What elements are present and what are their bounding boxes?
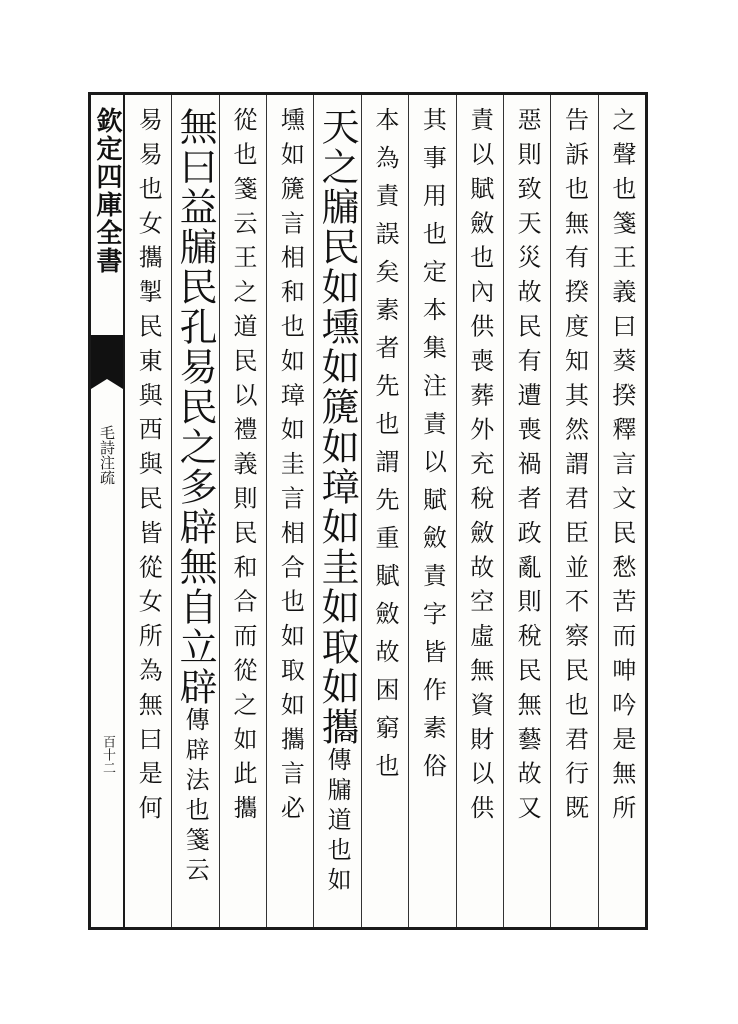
commentary-text: 傳辟法也箋云 [181, 707, 210, 887]
text-column-2 [550, 95, 597, 927]
column-text: 易易也女攜掣民東與西與民皆從女所為無曰是何 [134, 107, 163, 830]
column-text: 之聲也箋王義曰葵揆釋言文民愁苦而呻吟是無所 [607, 107, 636, 830]
book-title: 毛詩注疏 [98, 425, 116, 485]
page-number: 百十二 [100, 735, 115, 774]
text-column-6 [361, 95, 408, 927]
column-text: 從也箋云王之道民以禮義則民和合而從之如此攜 [228, 107, 257, 830]
text-column-11 [125, 95, 171, 927]
book-page [88, 92, 648, 930]
text-column-7 [313, 95, 360, 927]
column-text [172, 107, 218, 927]
main-text: 天之牖民如壎如篪如璋如圭如取如攜 [315, 107, 360, 747]
column-text: 告訴也無有揆度知其然謂君臣並不察民也君行既 [560, 107, 589, 830]
column-text: 惡則致天災故民有遭喪禍者政亂則稅民無藝故又 [513, 107, 542, 830]
page-gutter [91, 95, 125, 927]
text-column-5 [408, 95, 455, 927]
text-column-10 [171, 95, 218, 927]
text-column-4 [456, 95, 503, 927]
column-text [314, 107, 360, 927]
collection-title: 欽定四庫全書 [92, 107, 122, 275]
text-column-8 [266, 95, 313, 927]
column-text: 責以賦斂也內供喪葬外充稅斂故空虛無資財以供 [465, 107, 494, 830]
text-column-9 [219, 95, 266, 927]
main-text: 無曰益牖民孔易民之多辟無自立辟 [173, 107, 218, 707]
commentary-text: 傳牖道也如 [323, 747, 352, 897]
fishtail-mark [91, 335, 123, 379]
text-column-3 [503, 95, 550, 927]
column-text: 壎如篪言相和也如璋如圭言相合也如取如攜言必 [276, 107, 305, 830]
text-column-1 [598, 95, 645, 927]
column-text: 本為責誤矣素者先也謂先重賦斂故困窮也 [371, 107, 400, 791]
text-columns [125, 95, 645, 927]
column-text: 其事用也定本集注責以賦斂責字皆作素俗 [418, 107, 447, 791]
